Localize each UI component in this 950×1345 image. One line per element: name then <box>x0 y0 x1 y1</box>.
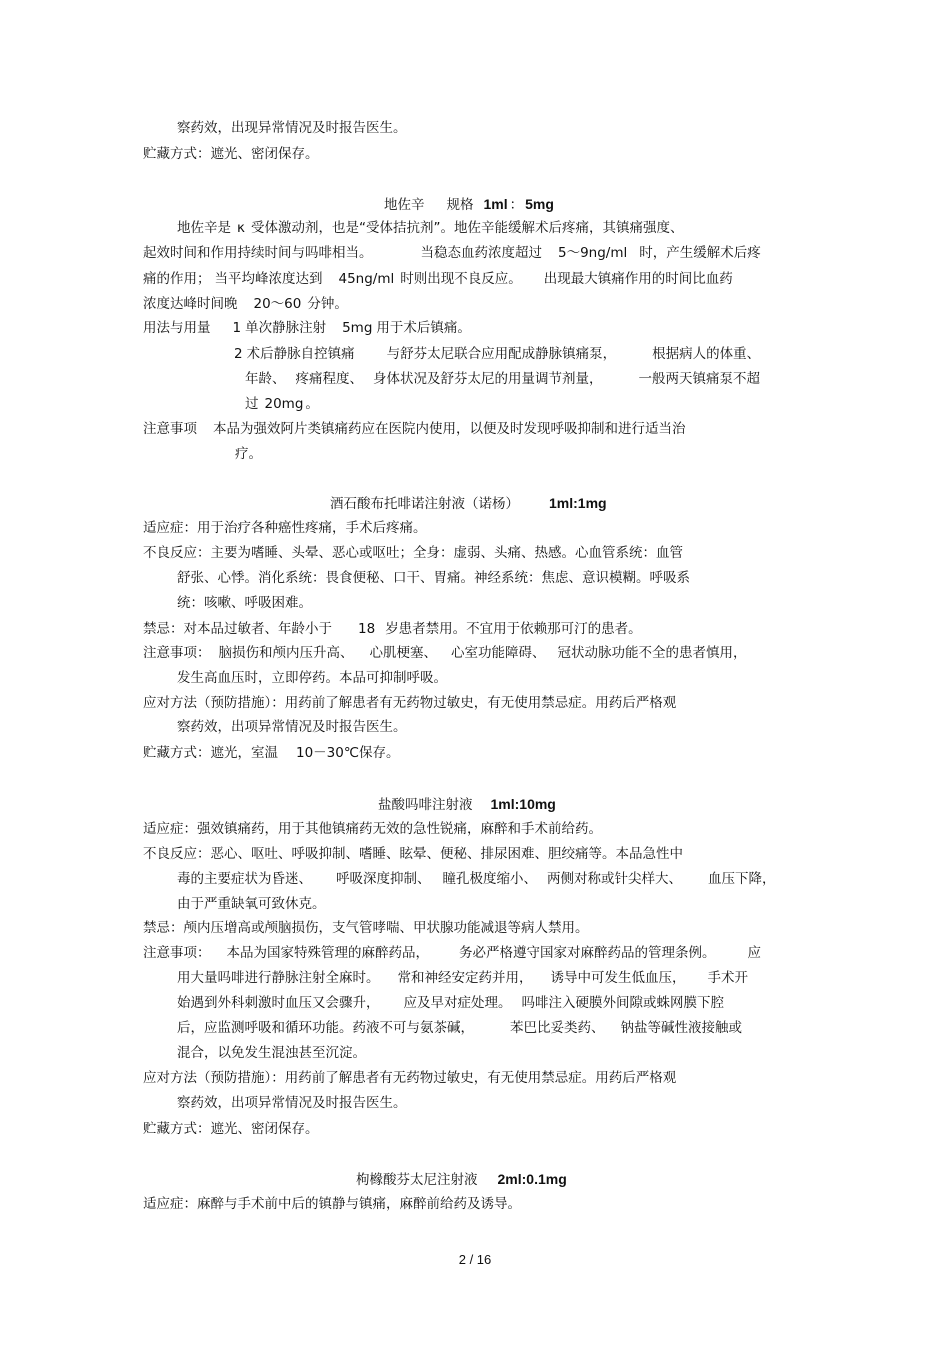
text-line <box>143 820 602 838</box>
text-segment: 。 <box>305 396 319 412</box>
page-number: 2 / 16 <box>458 1252 492 1267</box>
text-segment: 身体状况及舒芬太尼的用量调节剂量， <box>373 371 603 387</box>
text-segment: 适应症：用于治疗各种癌性疼痛，手术后疼痛。 <box>143 520 427 536</box>
text-segment: 注意事项 <box>143 421 197 437</box>
text-segment: 注意事项： <box>143 645 211 661</box>
text-segment: 时则出现不良反应。 <box>400 271 522 287</box>
text-segment: 疼痛程度、 <box>295 371 363 387</box>
text-segment: 分钟。 <box>307 296 348 312</box>
text-line <box>143 519 427 537</box>
text-segment: 地佐辛 <box>384 197 425 213</box>
text-segment: 20mg <box>264 396 304 412</box>
text-segment: 20～60 <box>253 296 302 312</box>
text-segment: 禁忌：对本品过敏者、年龄小于 <box>143 621 332 637</box>
text-segment: 后，应监测呼吸和循环功能。药液不可与氨茶碱， <box>177 1020 474 1036</box>
text-line <box>143 295 348 313</box>
text-segment: 毒的主要症状为昏迷、 <box>177 871 312 887</box>
text-segment: 规格 <box>446 197 474 213</box>
text-segment: 1 <box>232 320 242 336</box>
text-segment: 起效时间和作用持续时间与吗啡相当。 <box>143 245 373 261</box>
text-line <box>245 370 760 388</box>
text-segment: 1ml <box>483 196 508 212</box>
text-line <box>143 1120 319 1138</box>
text-segment: 枸橼酸芬太尼注射液 <box>356 1172 478 1188</box>
text-line <box>177 1094 407 1112</box>
text-segment: 应对方法（预防措施）：用药前了解患者有无药物过敏史，有无使用禁忌症。用药后严格观 <box>143 1070 677 1086</box>
text-segment: 吗啡注入硬膜外间隙或蛛网膜下腔 <box>521 995 724 1011</box>
text-segment: 2ml:0.1mg <box>497 1171 567 1187</box>
text-line <box>143 944 761 962</box>
text-segment: 1ml:10mg <box>490 796 556 812</box>
text-line <box>378 795 556 814</box>
text-segment: 用法与用量 <box>143 320 211 336</box>
text-segment: 瞳孔极度缩小、 <box>442 871 537 887</box>
text-line <box>177 718 407 736</box>
text-segment: 不良反应：恶心、呕吐、呼吸抑制、嗜睡、眩晕、便秘、排尿困难、胆绞痛等。本品急性中 <box>143 846 683 862</box>
text-line <box>177 994 724 1012</box>
text-segment: 术后静脉自控镇痛 <box>246 346 355 362</box>
text-segment: 贮藏方式：遮光、密闭保存。 <box>143 146 319 162</box>
text-line <box>177 895 326 913</box>
text-line <box>143 845 683 863</box>
text-segment: 盐酸吗啡注射液 <box>378 797 473 813</box>
text-segment: 心肌梗塞、 <box>369 645 437 661</box>
text-line <box>143 270 733 288</box>
text-segment: 单次静脉注射 <box>245 320 327 336</box>
text-line <box>143 620 642 638</box>
text-line <box>177 969 748 987</box>
text-segment: 常和神经安定药并用， <box>397 970 533 986</box>
text-segment: 察药效，出现异常情况及时报告医生。 <box>177 120 407 136</box>
text-segment: 贮藏方式：遮光，室温 <box>143 745 278 761</box>
text-segment: 年龄、 <box>245 371 286 387</box>
text-line <box>143 1069 676 1087</box>
text-segment: κ <box>237 220 245 236</box>
text-segment: 统：咳嗽、呼吸困难。 <box>177 595 312 611</box>
text-segment: 受体激动剂，也是“受体拮抗剂”。地佐辛能缓解术后疼痛，其镇痛强度、 <box>250 220 684 236</box>
text-segment: 手术开 <box>707 970 748 986</box>
text-line <box>143 420 686 438</box>
text-segment: 本品为国家特殊管理的麻醉药品， <box>226 945 429 961</box>
text-segment: 一般两天镇痛泵不超 <box>638 371 760 387</box>
text-segment: 发生高血压时，立即停药。本品可抑制呼吸。 <box>177 670 447 686</box>
text-line <box>143 919 589 937</box>
text-segment: 脑损伤和颅内压升高、 <box>218 645 354 661</box>
text-segment: 岁患者禁用。不宜用于依赖那可汀的患者。 <box>385 621 642 637</box>
text-segment: 禁忌：颅内压增高或颅脑损伤，支气管哮喘、甲状腺功能减退等病人禁用。 <box>143 920 589 936</box>
text-line <box>177 119 407 137</box>
text-line <box>177 1044 366 1062</box>
text-segment: 舒张、心悸。消化系统：畏食便秘、口干、胃痛。神经系统：焦虑、意识模糊。呼吸系 <box>177 570 690 586</box>
text-line <box>235 445 262 463</box>
text-segment: 5mg <box>525 196 554 212</box>
text-line <box>384 195 554 214</box>
text-line <box>177 219 683 237</box>
text-line <box>143 145 319 163</box>
text-segment: 应对方法（预防措施）：用药前了解患者有无药物过敏史，有无使用禁忌症。用药后严格观 <box>143 695 677 711</box>
text-segment: 当平均峰浓度达到 <box>214 271 323 287</box>
text-segment: 与舒芬太尼联合应用配成静脉镇痛泵， <box>386 346 617 362</box>
text-segment: 适应症：强效镇痛药，用于其他镇痛药无效的急性锐痛，麻醉和手术前给药。 <box>143 821 602 837</box>
text-segment: 当稳态血药浓度超过 <box>420 245 542 261</box>
text-segment: 45ng/ml <box>338 271 395 287</box>
text-segment: 务必严格遵守国家对麻醉药品的管理条例。 <box>459 945 716 961</box>
text-segment: 不良反应：主要为嗜睡、头晕、恶心或呕吐；全身：虚弱、头痛、热感。心血管系统：血管 <box>143 545 683 561</box>
text-line <box>330 494 607 513</box>
text-segment: 地佐辛是 <box>177 220 231 236</box>
text-line <box>177 1019 742 1037</box>
text-line <box>143 744 400 762</box>
text-segment: 出现最大镇痛作用的时间比血药 <box>543 271 733 287</box>
text-segment: 5mg <box>342 320 373 336</box>
text-segment: 注意事项： <box>143 945 211 961</box>
text-segment: 1ml:1mg <box>549 495 607 511</box>
text-segment: 适应症：麻醉与手术前中后的镇静与镇痛，麻醉前给药及诱导。 <box>143 1196 521 1212</box>
text-segment: 冠状动脉功能不全的患者慎用， <box>557 645 747 661</box>
text-segment: 混合，以免发生混浊甚至沉淀。 <box>177 1045 366 1061</box>
text-segment: 根据病人的体重、 <box>652 346 761 362</box>
text-line <box>143 644 747 662</box>
text-segment: 10－30℃保存。 <box>296 745 400 761</box>
text-line <box>143 319 471 337</box>
text-segment: 本品为强效阿片类镇痛药应在医院内使用，以便及时发现呼吸抑制和进行适当治 <box>213 421 686 437</box>
text-line <box>177 569 690 587</box>
text-segment: 用于术后镇痛。 <box>376 320 471 336</box>
text-line <box>143 1195 521 1213</box>
text-segment: 过 <box>245 396 259 412</box>
text-segment: 应 <box>747 945 761 961</box>
text-segment: 呼吸深度抑制、 <box>336 871 431 887</box>
text-segment: 诱导中可发生低血压， <box>550 970 686 986</box>
text-line <box>177 594 312 612</box>
text-line <box>177 870 776 888</box>
text-segment: 由于严重缺氧可致休克。 <box>177 896 326 912</box>
text-line <box>177 669 447 687</box>
text-line <box>245 395 319 413</box>
text-segment: 18 <box>358 621 376 637</box>
text-segment: 贮藏方式：遮光、密闭保存。 <box>143 1121 319 1137</box>
text-segment: 察药效，出项异常情况及时报告医生。 <box>177 719 407 735</box>
text-line <box>143 544 683 562</box>
text-segment: 疗。 <box>235 446 262 462</box>
text-segment: 血压下降， <box>708 871 776 887</box>
text-segment: 两侧对称或针尖样大、 <box>547 871 682 887</box>
text-segment: 2 <box>234 346 243 362</box>
text-line <box>234 345 760 363</box>
text-segment: 察药效，出项异常情况及时报告医生。 <box>177 1095 407 1111</box>
text-segment: 钠盐等碱性液接触或 <box>620 1020 742 1036</box>
text-segment: 始遇到外科刺激时血压又会骤升， <box>177 995 380 1011</box>
text-segment: 酒石酸布托啡诺注射液（诺杨） <box>330 496 519 512</box>
text-segment: 心室功能障碍、 <box>451 645 546 661</box>
text-segment: ： <box>509 197 524 213</box>
text-line <box>356 1170 567 1189</box>
text-segment: 时，产生缓解术后疼 <box>639 245 761 261</box>
text-line <box>143 244 761 262</box>
text-segment: 应及早对症处理。 <box>403 995 512 1011</box>
text-line <box>143 694 676 712</box>
text-segment: 痛的作用； <box>143 271 211 287</box>
text-segment: 浓度达峰时间晚 <box>143 296 238 312</box>
text-segment: 苯巴比妥类药、 <box>510 1020 605 1036</box>
text-segment: 用大量吗啡进行静脉注射全麻时。 <box>177 970 380 986</box>
text-segment: 5～9ng/ml <box>558 245 628 261</box>
